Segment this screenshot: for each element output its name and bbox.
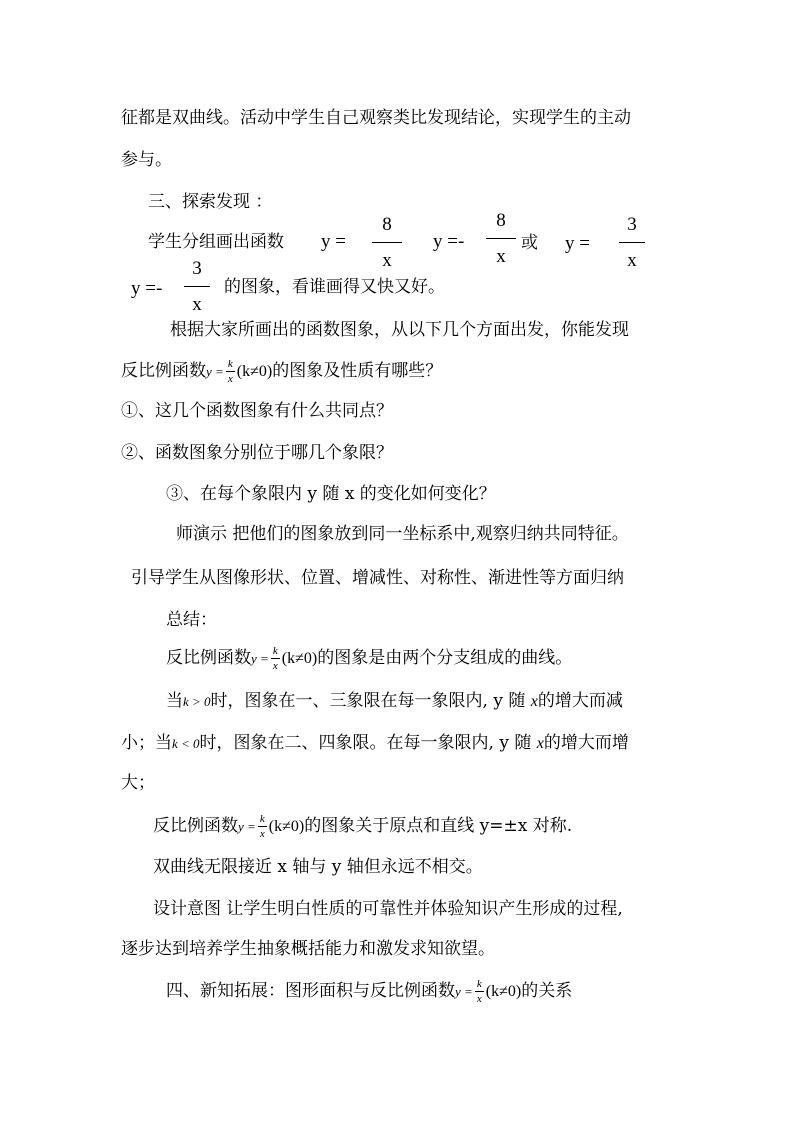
fraction-bar (486, 238, 516, 239)
or-word: 或 (521, 233, 538, 253)
fraction-bar (619, 242, 645, 243)
question-1: ①、这几个函数图象有什么共同点？ (121, 401, 393, 421)
k-condition: (k≠0) (268, 818, 305, 835)
fraction-bar (184, 286, 210, 287)
section3-tail: 的图象，看谁画得又快又好。 (224, 277, 445, 297)
summary-line5: 反比例函数y = $\frac{k}{x}$ (k≠0)的图象关于原点和直线 y=±x 对称. (153, 813, 573, 840)
section3-intro: 学生分组画出函数 (148, 232, 284, 252)
k-condition: (k≠0) (485, 983, 522, 1000)
para2-text-post: 的图象及性质有哪些？ (272, 361, 443, 381)
f4-numerator: 3 (192, 258, 202, 279)
f2-denominator: x (496, 246, 506, 267)
x-variable: x (530, 693, 538, 710)
fraction-bar (372, 242, 402, 243)
summary-line1: 反比例函数y = $\frac{k}{x}$ (k≠0)的图象是由两个分支组成的曲线。 (166, 645, 573, 672)
demo-line2: 引导学生从图像形状、位置、增减性、对称性、渐进性等方面归纳 (131, 568, 624, 588)
f1-denominator: x (382, 250, 392, 271)
fraction-neg-3-over-x (180, 258, 214, 316)
f3-numerator: 3 (627, 214, 637, 235)
k-condition: (k≠0) (236, 363, 273, 380)
f2-numerator: 8 (496, 210, 506, 231)
summary-label: 总结： (166, 610, 217, 630)
f4-lhs: y =- (131, 278, 163, 299)
para2-text-pre: 反比例函数 (121, 361, 206, 381)
f4-denominator: x (192, 294, 202, 315)
k-negative: k < 0 (172, 736, 200, 751)
para1-line1: 征都是双曲线。活动中学生自己观察类比发现结论，实现学生的主动 (121, 108, 631, 128)
y-equals: y = (251, 651, 269, 666)
y-equals: y = (238, 819, 256, 834)
f1-numerator: 8 (382, 214, 392, 235)
para1-line2: 参与。 (121, 150, 172, 170)
f2-lhs: y =- (433, 231, 465, 252)
question-2: ②、函数图象分别位于哪几个象限？ (121, 443, 393, 463)
design-line2: 逐步达到培养学生抽象概括能力和激发求知欲望。 (121, 939, 495, 959)
small-fraction-k-over-x: $\frac{k}{x}$ (226, 358, 235, 385)
para2-line2 (121, 358, 442, 385)
para2-line1: 根据大家所画出的函数图象，从以下几个方面出发，你能发现 (170, 320, 629, 340)
k-condition: (k≠0) (281, 650, 318, 667)
small-fraction-k-over-x: $\frac{k}{x}$ (258, 813, 267, 840)
x-variable: x (536, 735, 544, 752)
summary-line3: 小；当k < 0时，图象在二、四象限。在每一象限内, y 随 x的增大而增 (121, 733, 629, 753)
fraction-3-over-x (615, 214, 649, 272)
demo-line1: 师演示 把他们的图象放到同一坐标系中,观察归纳共同特征。 (176, 524, 629, 544)
f3-lhs: y = (565, 233, 590, 254)
small-fraction-k-over-x: $\frac{k}{x}$ (271, 645, 280, 672)
y-equals: y = (206, 364, 224, 379)
section3-heading: 三、探索发现 ： (148, 192, 273, 212)
summary-line4: 大； (121, 773, 155, 793)
question-3: ③、在每个象限内 y 随 x 的变化如何变化？ (166, 484, 496, 504)
fraction-8-over-x (370, 214, 404, 272)
summary-line2: 当k > 0时，图象在一、三象限在每一象限内, y 随 x的增大而减 (166, 691, 623, 711)
small-fraction-k-over-x: $\frac{k}{x}$ (475, 978, 484, 1005)
k-positive: k > 0 (183, 694, 211, 709)
design-line1: 设计意图 让学生明白性质的可靠性并体验知识产生形成的过程, (153, 899, 623, 919)
f3-denominator: x (627, 250, 637, 271)
y-equals: y = (455, 984, 473, 999)
summary-line6: 双曲线无限接近 x 轴与 y 轴但永远不相交。 (153, 857, 483, 877)
fraction-neg-8-over-x (484, 210, 518, 268)
f1-lhs: y = (321, 231, 346, 252)
section4-heading: 四、新知拓展：图形面积与反比例函数y = $\frac{k}{x}$ (k≠0)的关系 (166, 978, 573, 1005)
